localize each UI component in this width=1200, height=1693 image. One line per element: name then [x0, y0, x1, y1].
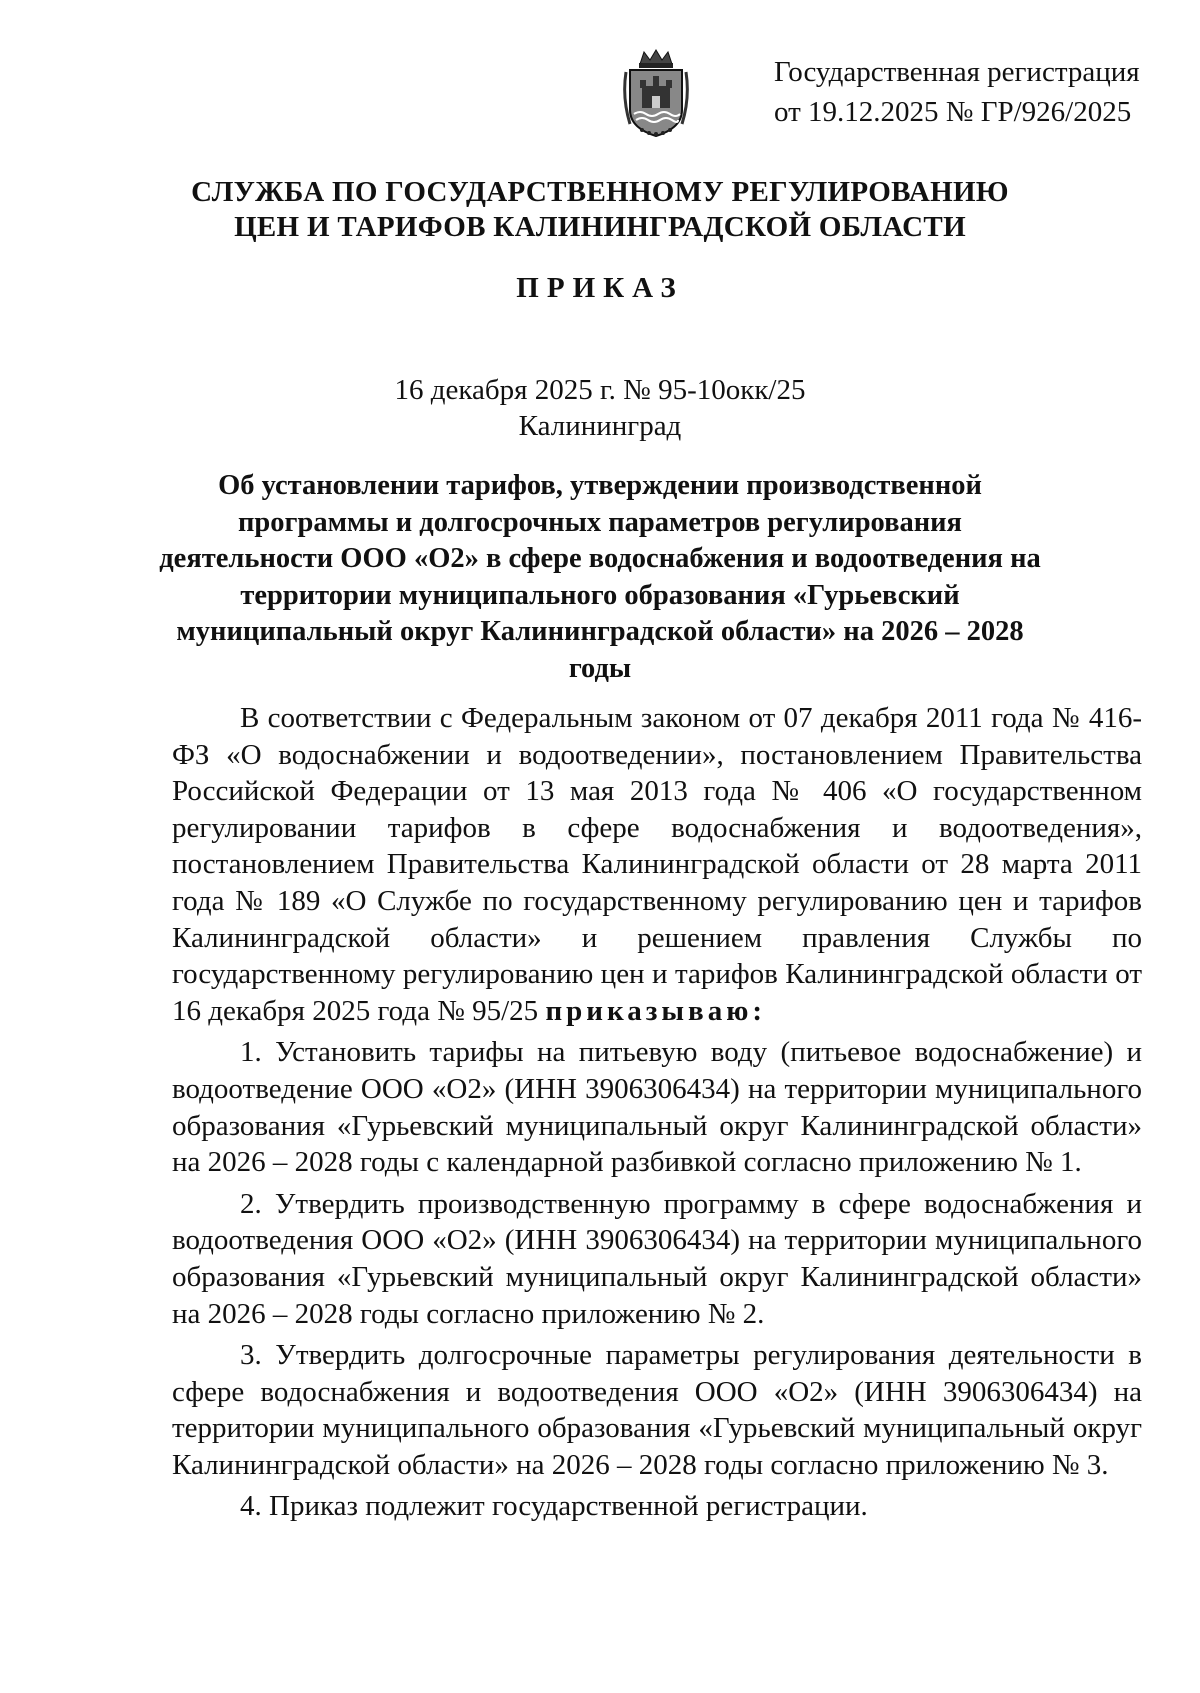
directive-text: приказываю:: [545, 994, 767, 1027]
order-item-2: 2. Утвердить производственную программу в сфере водоснабжения и водоотведения ООО «О2» (ИНН 3906306434) на территории муниципального образования «Гурьевский муниципальный округ Калининградской области» на 2026 – 2028 годы согласно приложению № 2.: [172, 1187, 1142, 1330]
preamble-paragraph: [172, 700, 1142, 1029]
order-item-4: 4. Приказ подлежит государственной регистрации.: [240, 1490, 868, 1523]
order-city: Калининград: [518, 410, 682, 442]
order-item-1: 1. Установить тарифы на питьевую воду (питьевое водоснабжение) и водоотведение ООО «О2» (ИНН 3906306434) на территории муниципального образования «Гурьевский муниципальный округ Калининградской области» на 2026 – 2028 годы с календарной разбивкой согласно приложению № 1.: [172, 1036, 1142, 1179]
registration-stamp: [774, 52, 1174, 132]
organization-title: [100, 175, 1100, 245]
registration-line-2: от 19.12.2025 № ГР/926/2025: [774, 96, 1132, 128]
order-subject: Об установлении тарифов, утверждении производственной программы и долгосрочных параметров регулирования деятельности ООО «О2» в сфере водоснабжения и водоотведения на территории муниципального образования «Гурьевский муниципальный округ Калининградской области» на 2026 – 2028 годы: [159, 470, 1041, 684]
order-body: [172, 700, 1142, 1525]
order-item-3: 3. Утвердить долгосрочные параметры регулирования деятельности в сфере водоснабжения и водоотведения ООО «О2» (ИНН 3906306434) на территории муниципального образования «Гурьевский муниципальный округ Калининградской области» на 2026 – 2028 годы согласно приложению № 3.: [172, 1339, 1142, 1481]
preamble-text: В соответствии с Федеральным законом от 07 декабря 2011 года № 416-ФЗ «О водоснабжении и водоотведении», постановлением Правительства Российской Федерации от 13 мая 2013 года № 406 «О государственном регулировании тарифов в сфере водоснабжения и водоотведения», постановлением Правительства Калининградской области от 28 марта 2011 года № 189 «О Службе по государственному регулированию цен и тарифов Калининградской области» и решением правления Службы по государственному регулированию цен и тарифов Калининградской области от 16 декабря 2025 года № 95/25: [172, 702, 1142, 1027]
organization-line-2: ЦЕН И ТАРИФОВ КАЛИНИНГРАДСКОЙ ОБЛАСТИ: [234, 211, 966, 243]
organization-line-1: СЛУЖБА ПО ГОСУДАРСТВЕННОМУ РЕГУЛИРОВАНИЮ: [191, 176, 1009, 208]
coat-of-arms-icon: [622, 48, 690, 140]
order-date-number: 16 декабря 2025 г. № 95-10окк/25: [394, 374, 806, 406]
registration-line-1: Государственная регистрация: [774, 56, 1140, 88]
order-title: ПРИКАЗ: [516, 272, 684, 304]
